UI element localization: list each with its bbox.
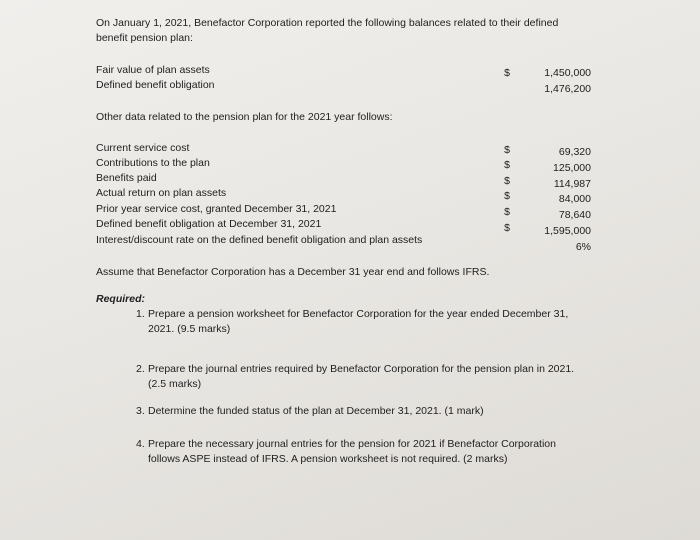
required-item-1-continuation: 2021. (9.5 marks) (148, 323, 231, 335)
required-item-4 (136, 437, 556, 452)
intro-line-1: On January 1, 2021, Benefactor Corporation reported the following balances related to their defined (96, 17, 559, 29)
required-item-4-number: 4. (136, 438, 145, 450)
other-value-contributions: 125,000 (553, 162, 591, 174)
required-item-4-text: Prepare the necessary journal entries for the pension for 2021 if Benefactor Corporation (148, 438, 556, 450)
other-label-benefits-paid: Benefits paid (96, 172, 157, 184)
assumption-note: Assume that Benefactor Corporation has a December 31 year end and follows IFRS. (96, 266, 490, 278)
other-currency-actual-return: $ (504, 190, 510, 202)
required-item-3-number: 3. (136, 405, 145, 417)
other-currency-dbo-end: $ (504, 222, 510, 234)
required-item-1-text: Prepare a pension worksheet for Benefactor Corporation for the year ended December 31, (148, 308, 569, 320)
balance-label-dbo: Defined benefit obligation (96, 79, 215, 91)
required-item-2-continuation: (2.5 marks) (148, 378, 202, 390)
balance-label-fair-value: Fair value of plan assets (96, 64, 210, 76)
balance-currency-fair-value: $ (504, 67, 510, 79)
balance-value-fair-value: 1,450,000 (544, 67, 591, 79)
other-currency-benefits-paid: $ (504, 175, 510, 187)
other-value-service-cost: 69,320 (558, 146, 591, 158)
other-value-dbo-end: 1,595,000 (544, 225, 591, 237)
required-heading: Required: (96, 293, 146, 305)
other-label-service-cost: Current service cost (96, 142, 190, 154)
other-data-heading: Other data related to the pension plan for the 2021 year follows: (96, 111, 393, 123)
required-item-2-number: 2. (136, 363, 145, 375)
required-item-2-text: Prepare the journal entries required by Benefactor Corporation for the pension plan in 2021. (148, 363, 575, 375)
required-item-3-text: Determine the funded status of the plan at December 31, 2021. (1 mark) (148, 405, 484, 417)
other-label-actual-return: Actual return on plan assets (96, 187, 227, 199)
required-item-2 (136, 362, 574, 377)
other-currency-contributions: $ (504, 159, 510, 171)
required-item-3 (136, 404, 484, 419)
other-value-benefits-paid: 114,987 (553, 178, 591, 190)
other-currency-prior-service-cost: $ (504, 206, 510, 218)
balance-value-dbo: 1,476,200 (544, 83, 591, 95)
intro-paragraph (96, 16, 558, 46)
other-currency-service-cost: $ (504, 144, 510, 156)
required-item-1-number: 1. (136, 308, 145, 320)
other-label-dbo-end: Defined benefit obligation at December 31, 2021 (96, 218, 322, 230)
other-value-actual-return: 84,000 (558, 193, 591, 205)
other-label-prior-service-cost: Prior year service cost, granted December 31, 2021 (96, 203, 337, 215)
required-item-4-continuation: follows ASPE instead of IFRS. A pension worksheet is not required. (2 marks) (148, 453, 508, 465)
other-value-interest-rate: 6% (575, 241, 591, 253)
other-value-prior-service-cost: 78,640 (558, 209, 591, 221)
required-item-1 (136, 307, 568, 322)
intro-line-2: benefit pension plan: (96, 32, 193, 44)
other-label-contributions: Contributions to the plan (96, 157, 210, 169)
other-label-interest-rate: Interest/discount rate on the defined benefit obligation and plan assets (96, 234, 423, 246)
